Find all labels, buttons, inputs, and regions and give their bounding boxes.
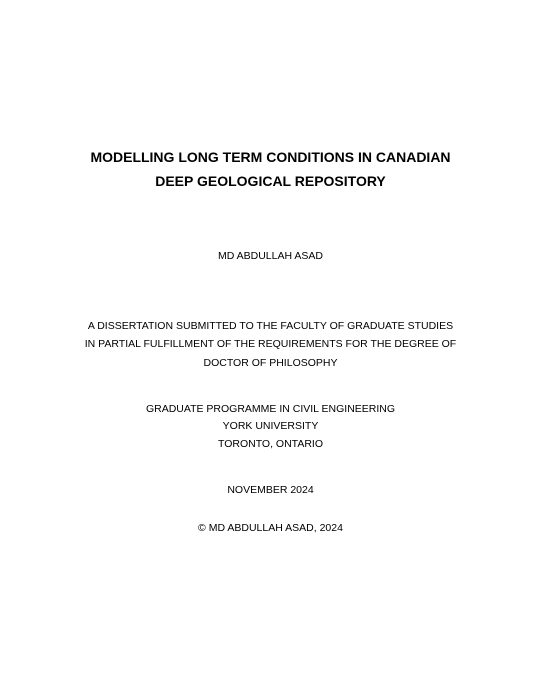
author-name: MD ABDULLAH ASAD [217,250,324,262]
thesis-title-line-2: DEEP GEOLOGICAL REPOSITORY [155,173,386,189]
graduate-programme: GRADUATE PROGRAMME IN CIVIL ENGINEERING [145,403,396,415]
submission-statement-line-2: IN PARTIAL FULFILLMENT OF THE REQUIREMENTS FOR THE DEGREE OF [84,338,457,350]
thesis-title-line-1: MODELLING LONG TERM CONDITIONS IN CANADIAN [90,149,451,165]
university-name: YORK UNIVERSITY [222,420,319,432]
university-location: TORONTO, ONTARIO [217,438,323,450]
submission-statement-line-1: A DISSERTATION SUBMITTED TO THE FACULTY OF GRADUATE STUDIES [87,320,454,332]
submission-date: NOVEMBER 2024 [227,484,314,496]
copyright-notice: © MD ABDULLAH ASAD, 2024 [198,522,343,534]
degree-name: DOCTOR OF PHILOSOPHY [203,357,338,369]
